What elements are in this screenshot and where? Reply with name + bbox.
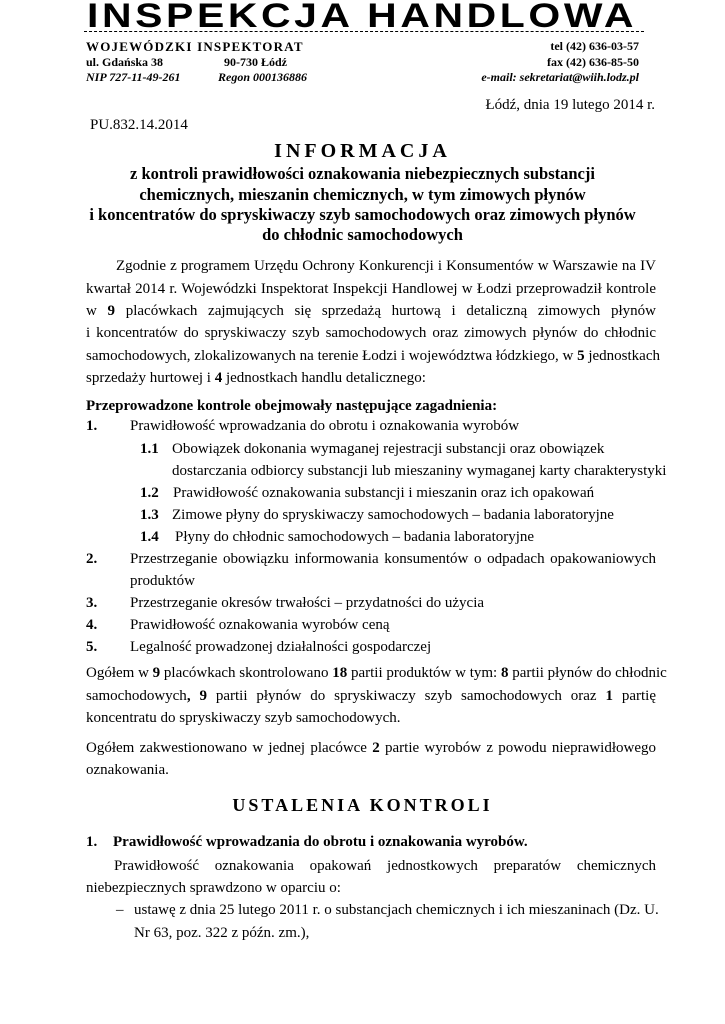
list-item: Obowiązek dokonania wymaganej rejestracji substancji oraz obowiązek (172, 441, 605, 457)
summary-line: samochodowych, 9 partii płynów do spryskiwaczy szyb samochodowych oraz 1 partię (86, 688, 657, 704)
list-number: 1.2 (140, 485, 159, 501)
office-fax: fax (42) 636-85-50 (547, 55, 639, 69)
list-number: 2. (86, 551, 98, 567)
list-item: Legalność prowadzonej działalności gospodarczej (130, 639, 432, 655)
list-number: 1. (86, 418, 98, 434)
document-title: INFORMACJA (274, 140, 451, 162)
list-item: Prawidłowość wprowadzania do obrotu i oznakowania wyrobów (130, 418, 520, 434)
inspekcja-handlowa-logo (84, 0, 640, 32)
office-postcode: 90-730 Łódź (224, 55, 287, 69)
office-name: WOJEWÓDZKI INSPEKTORAT (86, 39, 304, 54)
subtitle-line: chemicznych, mieszanin chemicznych, w tym zimowych płynów (139, 185, 586, 204)
document-date: Łódź, dnia 19 lutego 2014 r. (485, 97, 655, 113)
subtitle-line: z kontroli prawidłowości oznakowania niebezpiecznych substancji (130, 164, 595, 183)
list-item: Płyny do chłodnic samochodowych – badania laboratoryjne (175, 529, 535, 545)
bullet-dash: – (116, 902, 124, 918)
office-nip: NIP 727-11-49-261 (86, 70, 181, 84)
intro-line: samochodowych, zlokalizowanych na terenie Łodzi i województwa łódzkiego, w 5 jednostkach (86, 348, 660, 364)
summary-line: Ogółem w 9 placówkach skontrolowano 18 partii produktów w tym: 8 partii płynów do chłodnic (86, 665, 667, 681)
questioned-line: oznakowania. (86, 762, 169, 778)
logo-text: INSPEKCJA HANDLOWA (87, 0, 637, 32)
office-tel: tel (42) 636-03-57 (550, 39, 639, 53)
list-number: 1.3 (140, 507, 159, 523)
header-divider (84, 31, 644, 32)
findings-heading: USTALENIA KONTROLI (232, 795, 493, 815)
intro-line: w 9 placówkach zajmujących się sprzedażą hurtową i detaliczną zimowych płynów (86, 303, 656, 319)
questioned-line: Ogółem zakwestionowano w jednej placówce 2 partie wyrobów z powodu nieprawidłowego (86, 740, 656, 756)
list-number: 1.1 (140, 441, 159, 457)
list-item: Zimowe płyny do spryskiwaczy samochodowych – badania laboratoryjne (172, 507, 614, 523)
list-number: 4. (86, 617, 98, 633)
reference-number: PU.832.14.2014 (90, 117, 188, 133)
list-number: 5. (86, 639, 98, 655)
list-item: Przestrzeganie okresów trwałości – przydatności do użycia (130, 595, 485, 611)
list-item: Prawidłowość oznakowania substancji i mieszanin oraz ich opakowań (173, 485, 595, 501)
scope-heading: Przeprowadzone kontrole obejmowały następujące zagadnienia: (86, 398, 498, 414)
office-address: ul. Gdańska 38 (86, 55, 164, 69)
section-heading: Prawidłowość wprowadzania do obrotu i oznakowania wyrobów. (113, 834, 528, 850)
office-email[interactable]: e-mail: sekretariat@wiih.lodz.pl (481, 70, 639, 84)
intro-line: i koncentratów do spryskiwaczy szyb samochodowych oraz zimowych płynów do chłodnic (86, 325, 656, 341)
subtitle-line: do chłodnic samochodowych (262, 225, 463, 244)
list-number: 3. (86, 595, 98, 611)
list-item: dostarczania odbiorcy substancji lub mieszaniny wymaganej karty charakterystyki (172, 463, 667, 479)
office-regon: Regon 000136886 (218, 70, 308, 84)
findings-line: Prawidłowość oznakowania opakowań jednostkowych preparatów chemicznych (114, 858, 656, 874)
list-item: Prawidłowość oznakowania wyrobów ceną (130, 617, 390, 633)
subtitle-line: i koncentratów do spryskiwaczy szyb samochodowych oraz zimowych płynów (89, 205, 636, 224)
intro-line: Zgodnie z programem Urzędu Ochrony Konkurencji i Konsumentów w Warszawie na IV (116, 258, 656, 274)
section-number: 1. (86, 834, 98, 850)
list-item: produktów (130, 573, 195, 589)
bullet-item: Nr 63, poz. 322 z późn. zm.), (134, 925, 310, 941)
intro-line: sprzedaży hurtowej i 4 jednostkach handlu detalicznego: (86, 370, 426, 386)
list-item: Przestrzeganie obowiązku informowania konsumentów o odpadach opakowaniowych (130, 551, 656, 567)
summary-line: koncentratu do spryskiwaczy szyb samochodowych. (86, 710, 401, 726)
list-number: 1.4 (140, 529, 159, 545)
intro-line: kwartał 2014 r. Wojewódzki Inspektorat Inspekcji Handlowej w Łodzi przeprowadził kontrole (86, 281, 656, 297)
findings-line: niebezpiecznych sprawdzono w oparciu o: (86, 880, 341, 896)
bullet-item: ustawę z dnia 25 lutego 2011 r. o substancjach chemicznych i ich mieszaninach (Dz. U. (134, 902, 659, 918)
